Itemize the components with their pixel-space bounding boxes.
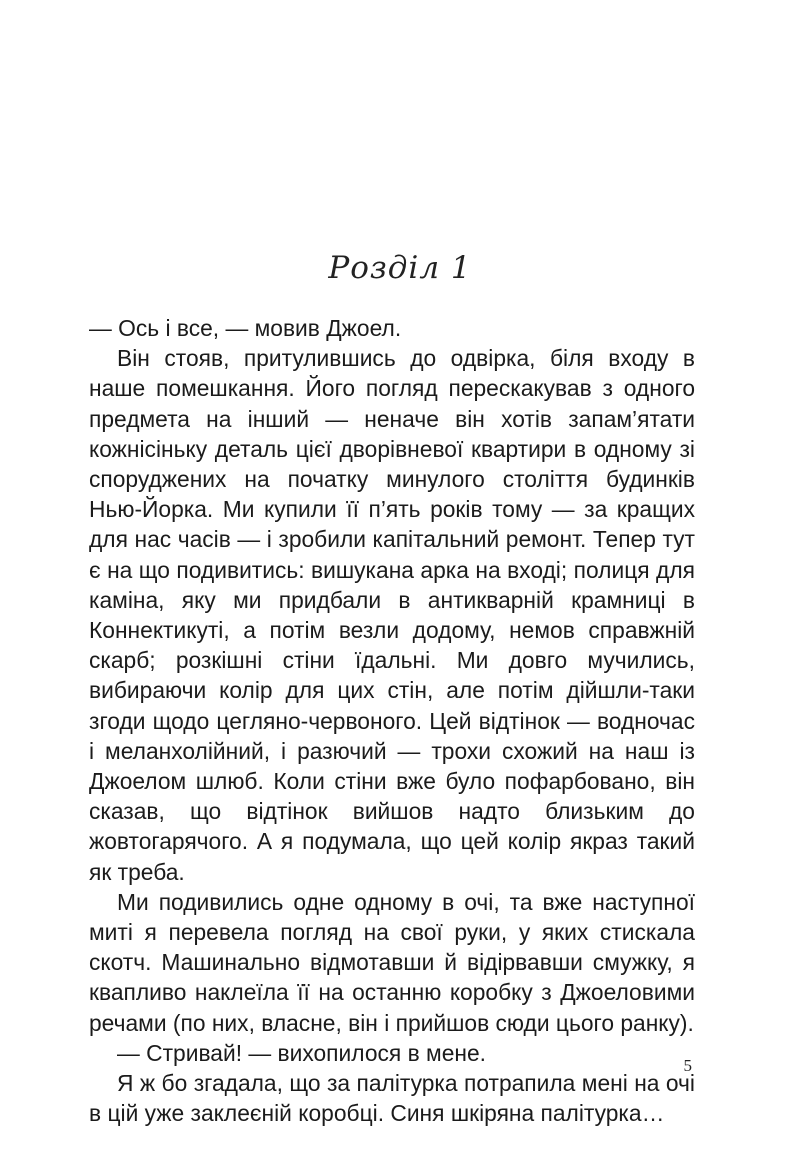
chapter-title: Розділ 1 [328,250,472,286]
paragraph-2: Він стояв, притулившись до одвірка, біля входу в наше помешкання. Його погляд перескакував з одного предмета на інший — неначе він хотів запам’ятати кожнісіньку деталь цієї дворівневої квартири в одному зі споруджених на початку минулого століття будинків Нью-Йорка. Ми купили її п’ять років тому — за кращих для нас часів — і зробили капітальний ремонт. Тепер тут є на що подивитись: вишукана арка на вході; полиця для каміна, яку ми придбали в антикварній крамниці в Коннектикуті, а потім везли додому, немов справжній скарб; розкішні стіни їдальні. Ми довго мучились, вибираючи колір для цих стін, але потім дійшли-таки згоди щодо цегляно-червоного. Цей відтінок — водночас і меланхолійний, і разючий — трохи схожий на наш із Джоелом шлюб. Коли стіни вже було пофарбовано, він сказав, що відтінок вийшов надто близьким до жовтогарячого. А я подумала, що цей колір якраз такий як треба. [89,345,695,885]
chapter-body [89,313,695,1128]
paragraph-4: — Стривай! — вихопилося в мене. [117,1039,486,1066]
paragraph-5: Я ж бо згадала, що за палітурка потрапила мені на очі в цій уже заклеєній коробці. Синя шкіряна палітурка… [89,1070,695,1127]
paragraph-1: — Ось і все, — мовив Джоел. [89,315,402,341]
page-number: 5 [683,1056,692,1075]
paragraph-3: Ми подивились одне одному в очі, та вже наступної миті я перевела погляд на свої руки, у яких стискала скотч. Машинально відмотавши й відірвавши смужку, я квапливо наклеїла її на останню коробку з Джоеловими речами (по них, власне, він і прийшов сюди цього ранку). [89,888,695,1036]
